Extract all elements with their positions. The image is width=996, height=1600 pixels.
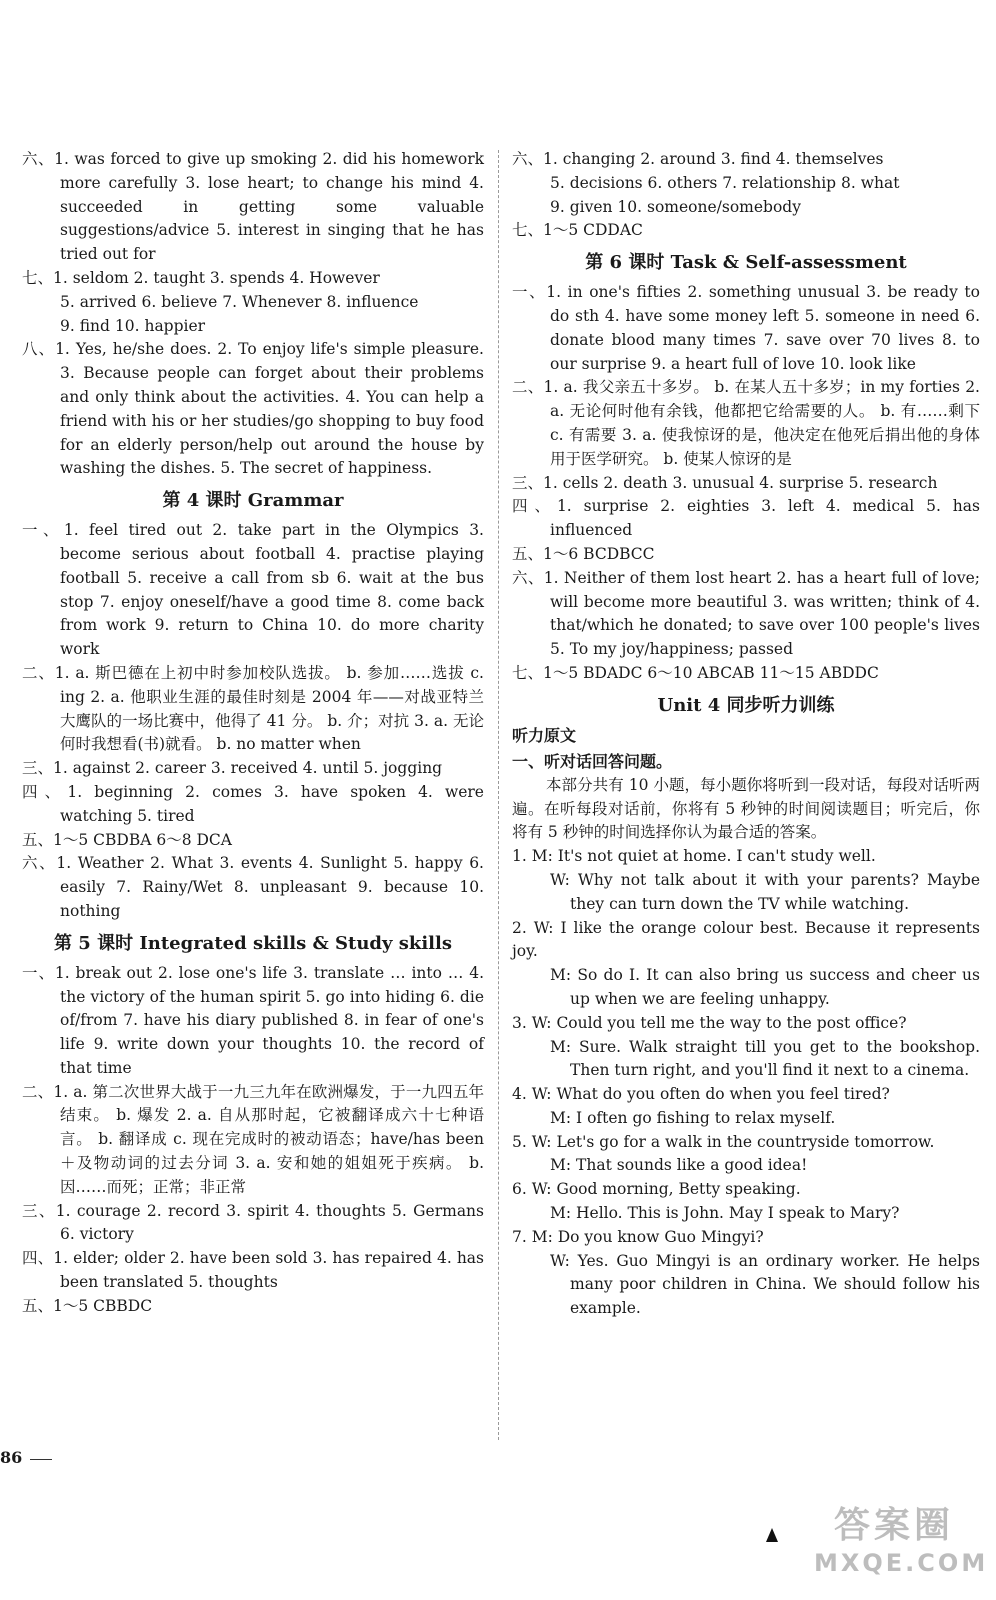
answer-item: 9. given 10. someone/somebody [550,197,801,216]
answer-item: 四、1. beginning 2. comes 3. have spoken 4. were watching 5. tired [22,782,484,825]
answer-item: 四、1. surprise 2. eighties 3. left 4. medical 5. has influenced [512,497,980,540]
watermark-text: 答案圈 [833,1505,954,1546]
watermark-url: MXQE.COM [814,1549,989,1577]
dialogue-line: M: Sure. Walk straight till you get to the bookshop. Then turn right, and you'll find it next to a cinema. [550,1037,980,1080]
answer-item: 二、1. a. 第二次世界大战于一九三九年在欧洲爆发，于一九四五年结束。 b. 爆发 2. a. 自从那时起，它被翻译成六十七种语言。 b. 翻译成 c. 现在完成时的被动语态；have/has been＋及物动词的过去分词 3. a. 安和她的姐姐死于疾病。 b. 因……而死；正常；非正常 [22,1082,484,1196]
answer-item: 六、1. changing 2. around 3. find 4. themselves [512,150,884,168]
answer-item: 三、1. courage 2. record 3. spirit 4. thoughts 5. Germans 6. victory [22,1201,484,1244]
answer-item: 5. decisions 6. others 7. relationship 8. what [550,173,900,192]
part-1-intro: 本部分共有 10 小题，每小题你将听到一段对话，每段对话听两遍。在听每段对话前，你将有 5 秒钟的时间阅读题目；听完后，你将有 5 秒钟的时间选择你认为最合适的答案。 [512,775,980,842]
answer-item: 一、1. in one's fifties 2. something unusual 3. be ready to do sth 4. have some money left 5. someone in need 6. donate blood many times 7. save over 70 lives 8. to our surprise 9. a heart full of love 10. look like [512,283,980,373]
answer-item: 5. arrived 6. believe 7. Whenever 8. influence [60,292,419,311]
answer-item: 一、1. feel tired out 2. take part in the Olympics 3. become serious about football 4. practise playing football 5. receive a call from sb 6. wait at the bus stop 7. enjoy oneself/have a good time 8. come back from work 9. return to China 10. do more charity work [22,521,484,659]
answer-item: 二、1. a. 斯巴德在上初中时参加校队选拔。 b. 参加……选拔 c. ing 2. a. 他职业生涯的最佳时刻是 2004 年——对战亚特兰大鹰队的一场比赛中，他得了 41 分。 b. 介；对抗 3. a. 无论何时我想看(书)就看。 b. no matter when [22,663,484,754]
answer-item: 七、1. seldom 2. taught 3. spends 4. However [22,268,380,287]
answer-item: 五、1～5 CBBDC [22,1296,153,1315]
dialogue-line: M: So do I. It can also bring us success and cheer us up when we are feeling unhappy. [550,966,980,1008]
answer-item: 三、1. cells 2. death 3. unusual 4. surprise 5. research [512,473,938,492]
dialogue-line: M: Hello. This is John. May I speak to Mary? [550,1204,900,1223]
left-column [22,148,484,1319]
dialogue [512,1131,980,1179]
dialogue [512,917,980,1012]
triangle-icon [766,1528,778,1542]
page-number-rule [30,1459,52,1460]
answer-item: 六、1. Weather 2. What 3. events 4. Sunlight 5. happy 6. easily 7. Rainy/Wet 8. unpleasant 9. because 10. nothing [22,854,484,920]
dialogue-line: M: That sounds like a good idea! [550,1156,808,1175]
column-divider [498,150,499,1440]
answer-item: 六、1. Neither of them lost heart 2. has a heart full of love; will become more beautiful 3. was written; think of 4. that/which he donated; to save over 100 people's lives 5. To my joy/happiness; passed [512,568,980,659]
dialogue-line: 3. W: Could you tell me the way to the post office? [512,1013,907,1032]
answer-item: 三、1. against 2. career 3. received 4. until 5. jogging [22,759,443,778]
answer-item: 六、1. was forced to give up smoking 2. did his homework more carefully 3. lose heart; to change his mind 4. succeeded in getting some valuable suggestions/advice 5. interest in singing that he has tried out for [22,150,484,264]
answer-item: 9. find 10. happier [60,316,206,335]
right-column [512,148,980,1321]
answer-item: 四、1. elder; older 2. have been sold 3. has repaired 4. has been translated 5. thoughts [22,1249,484,1292]
dialogue-line: 1. M: It's not quiet at home. I can't study well. [512,847,876,866]
watermark-logo [814,1504,989,1578]
dialogue-line: 5. W: Let's go for a walk in the countryside tomorrow. [512,1132,935,1151]
dialogue-line: 4. W: What do you often do when you feel tired? [512,1085,890,1104]
answer-item: 七、1～5 BDADC 6～10 ABCAB 11～15 ABDDC [512,663,879,682]
lesson-4-title: 第 4 课时 Grammar [162,490,344,512]
dialogue [512,845,980,916]
part-1-title: 一、听对话回答问题。 [512,751,673,771]
answer-item: 五、1～5 CBDBA 6～8 DCA [22,830,232,849]
dialogue [512,1178,980,1226]
answer-item: 八、1. Yes, he/she does. 2. To enjoy life's simple pleasure. 3. Because people can forget about their problems and only think about the activities. 4. You can help a friend with his or her studies/go shopping to buy food for an elderly person/help out around the house by washing the dishes. 5. The secret of happiness. [22,340,484,478]
dialogue-line: W: Yes. Guo Mingyi is an ordinary worker. He helps many poor children in China. We should follow his example. [550,1251,980,1318]
dialogue-line: 6. W: Good morning, Betty speaking. [512,1180,801,1199]
unit-4-title: Unit 4 同步听力训练 [657,694,835,716]
listening-label: 听力原文 [512,725,577,745]
lesson-6-title: 第 6 课时 Task & Self-assessment [585,252,907,274]
dialogue-line: 7. M: Do you know Guo Mingyi? [512,1227,764,1246]
answer-item: 一、1. break out 2. lose one's life 3. translate … into … 4. the victory of the human spirit 5. go into hiding 6. die of/from 7. have his diary published 8. in fear of one's life 9. write down your thoughts 10. the record of that time [22,963,484,1077]
dialogue [512,1226,980,1321]
dialogue-line: M: I often go fishing to relax myself. [550,1108,836,1127]
lesson-5-title: 第 5 课时 Integrated skills & Study skills [54,932,452,954]
dialogue [512,1083,980,1131]
answer-item: 二、1. a. 我父亲五十多岁。 b. 在某人五十多岁；in my forties 2. a. 无论何时他有余钱，他都把它给需要的人。 b. 有……剩下 c. 有需要 3. a. 使我惊讶的是，他决定在他死后捐出他的身体用于医学研究。 b. 使某人惊讶的是 [512,378,980,468]
answer-item: 七、1～5 CDDAC [512,221,643,240]
page-number: 86 [0,1448,23,1467]
dialogue-line: W: Why not talk about it with your parents? Maybe they can turn down the TV while watching. [550,870,980,913]
answer-item: 五、1～6 BCDBCC [512,544,655,563]
dialogue-line: 2. W: I like the orange colour best. Because it represents joy. [512,918,980,961]
dialogue [512,1012,980,1083]
